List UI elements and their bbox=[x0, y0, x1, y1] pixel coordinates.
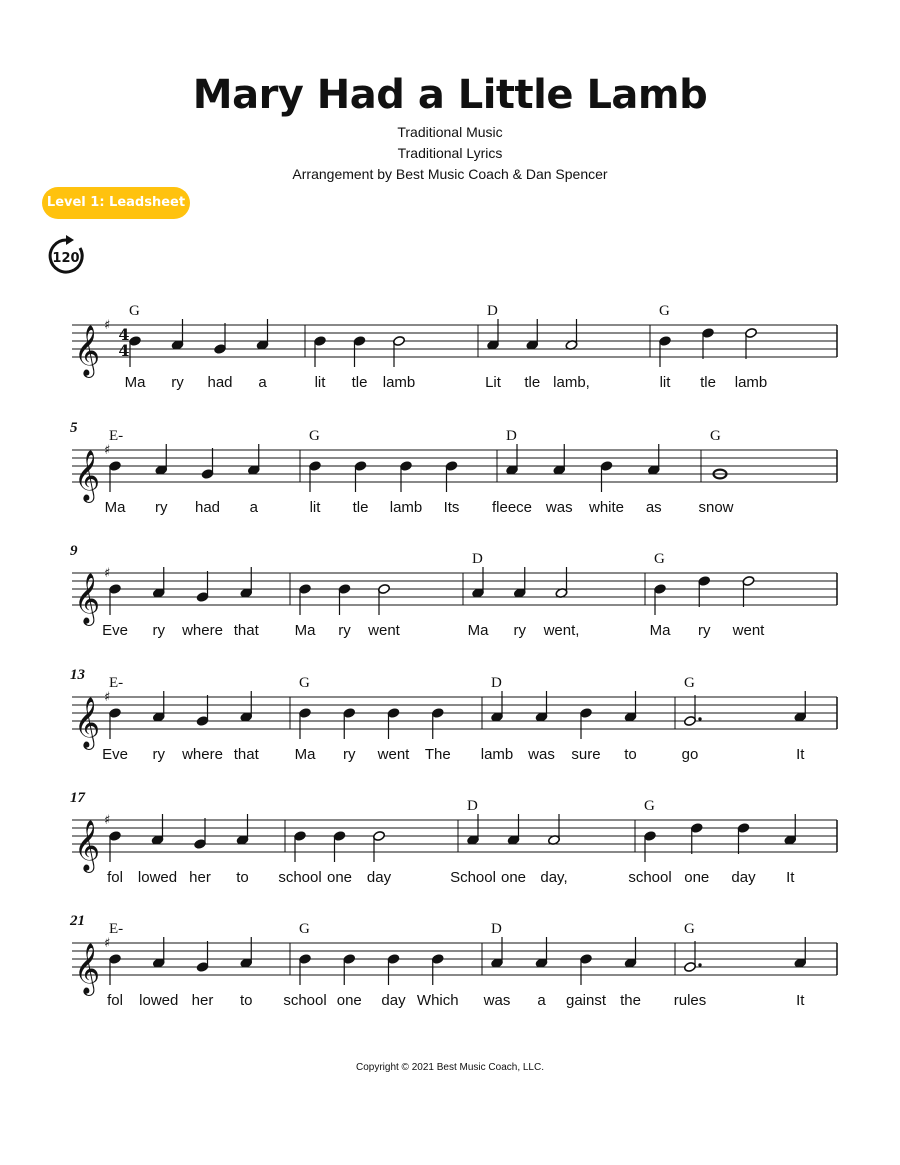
lyric-syllable: sure bbox=[571, 746, 601, 763]
key-signature-sharp: ♯ bbox=[104, 813, 111, 828]
lyric-syllable: had bbox=[207, 374, 233, 391]
lyric-syllable: lamb bbox=[389, 499, 423, 516]
lyric-syllable: lit bbox=[309, 499, 321, 516]
lyric-syllable: rules bbox=[673, 992, 707, 1009]
measure-number: 13 bbox=[70, 667, 85, 683]
measure-number: 5 bbox=[70, 420, 78, 436]
lyric-syllable: lamb bbox=[480, 746, 514, 763]
lyric-syllable: Ma bbox=[104, 499, 126, 516]
lyric-syllable: a bbox=[537, 992, 546, 1009]
staff-system bbox=[69, 913, 837, 1009]
lyric-syllable: school bbox=[278, 869, 322, 886]
chord-symbol: G bbox=[299, 675, 310, 691]
chord-symbol: G bbox=[659, 303, 670, 319]
measure-number: 17 bbox=[70, 790, 85, 806]
staff-system bbox=[72, 303, 837, 391]
lyric-syllable: School bbox=[450, 869, 496, 886]
song-title: Mary Had a Little Lamb bbox=[192, 72, 708, 118]
chord-symbol: D bbox=[467, 798, 478, 814]
key-signature-sharp: ♯ bbox=[104, 443, 111, 458]
lyric-syllable: fol bbox=[107, 992, 123, 1009]
chord-symbol: E- bbox=[109, 921, 124, 937]
lyric-syllable: went bbox=[732, 622, 765, 639]
lyric-syllable: lamb, bbox=[553, 374, 590, 391]
lyric-syllable: fleece bbox=[491, 499, 533, 516]
lyric-syllable: lit bbox=[314, 374, 326, 391]
chord-symbol: D bbox=[491, 921, 502, 937]
lyric-syllable: Ma bbox=[124, 374, 146, 391]
lyric-syllable: It bbox=[796, 992, 805, 1009]
lyric-syllable: ry bbox=[338, 622, 351, 639]
lyric-syllable: was bbox=[528, 746, 555, 763]
lyric-syllable: school bbox=[283, 992, 327, 1009]
key-signature-sharp: ♯ bbox=[104, 690, 111, 705]
lyric-syllable: ry bbox=[155, 499, 168, 516]
chord-symbol: G bbox=[129, 303, 140, 319]
lyric-syllable: Ma bbox=[467, 622, 489, 639]
lyric-syllable: tle bbox=[524, 374, 541, 391]
lyric-syllable: Eve bbox=[102, 622, 128, 639]
staff-system bbox=[70, 667, 837, 763]
lyric-syllable: lamb bbox=[382, 374, 416, 391]
lyric-syllable: day bbox=[731, 869, 756, 886]
lyric-syllable: day bbox=[366, 869, 392, 886]
staff-system bbox=[70, 790, 837, 886]
lyric-syllable: It bbox=[796, 746, 805, 763]
treble-clef: 𝄞 bbox=[74, 450, 101, 501]
tempo-value: 120 bbox=[52, 251, 80, 266]
level-badge: Level 1: Leadsheet bbox=[42, 187, 190, 219]
lyric-syllable: fol bbox=[107, 869, 123, 886]
lyric-syllable: Its bbox=[443, 499, 460, 516]
chord-symbol: D bbox=[487, 303, 498, 319]
lyric-syllable: was bbox=[483, 992, 511, 1009]
lyric-syllable: to bbox=[239, 992, 253, 1009]
lyric-syllable: white bbox=[588, 499, 625, 516]
arrangement-credit: Arrangement by Best Music Coach & Dan Spencer bbox=[292, 166, 608, 182]
music-credit: Traditional Music bbox=[397, 124, 503, 140]
chord-symbol: G bbox=[309, 428, 320, 444]
treble-clef: 𝄞 bbox=[74, 943, 101, 994]
time-signature-bottom: 4 bbox=[118, 341, 130, 360]
lyric-syllable: tle bbox=[700, 374, 716, 391]
lyric-syllable: one bbox=[500, 869, 527, 886]
lyric-syllable: a bbox=[249, 499, 258, 516]
lyric-syllable: Ma bbox=[649, 622, 671, 639]
staff-system bbox=[70, 420, 837, 516]
chord-symbol: G bbox=[684, 921, 695, 937]
lyric-syllable: lamb bbox=[734, 374, 768, 391]
augmentation-dot bbox=[698, 963, 701, 966]
lyric-syllable: go bbox=[681, 746, 699, 763]
lyric-syllable: was bbox=[545, 499, 573, 516]
lyric-syllable: Ma bbox=[294, 746, 316, 763]
chord-symbol: G bbox=[644, 798, 655, 814]
key-signature-sharp: ♯ bbox=[104, 566, 111, 581]
lyrics-credit: Traditional Lyrics bbox=[397, 145, 503, 161]
lyric-syllable: a bbox=[258, 374, 267, 391]
chord-symbol: G bbox=[299, 921, 310, 937]
chord-symbol: D bbox=[506, 428, 517, 444]
lyric-syllable: her bbox=[189, 869, 211, 886]
lyric-syllable: the bbox=[620, 992, 641, 1009]
lyric-syllable: where bbox=[182, 746, 223, 763]
lyric-syllable: snow bbox=[698, 499, 734, 516]
lyric-syllable: ry bbox=[513, 622, 526, 639]
chord-symbol: G bbox=[684, 675, 695, 691]
chord-symbol: G bbox=[710, 428, 721, 444]
lyric-syllable: as bbox=[645, 499, 662, 516]
lyric-syllable: that bbox=[233, 746, 259, 763]
lyric-syllable: school bbox=[628, 869, 672, 886]
lyric-syllable: ry bbox=[171, 374, 184, 391]
lyric-syllable: one bbox=[336, 992, 362, 1009]
key-signature-sharp: ♯ bbox=[104, 936, 111, 951]
lyric-syllable: tle bbox=[352, 499, 369, 516]
measure-number: 21 bbox=[70, 913, 85, 929]
lyric-syllable: lowed bbox=[139, 992, 179, 1009]
key-signature-sharp: ♯ bbox=[104, 318, 111, 333]
lyric-syllable: day bbox=[381, 992, 406, 1009]
lyric-syllable: lowed bbox=[137, 869, 178, 886]
lyric-syllable: Ma bbox=[294, 622, 316, 639]
lyric-syllable: to bbox=[236, 869, 249, 886]
lyric-syllable: Which bbox=[416, 992, 459, 1009]
lyric-syllable: one bbox=[326, 869, 353, 886]
lyric-syllable: ry bbox=[152, 746, 165, 763]
lyric-syllable: lit bbox=[659, 374, 671, 391]
augmentation-dot bbox=[698, 717, 701, 720]
lyric-syllable: ry bbox=[343, 746, 356, 763]
lyric-syllable: It bbox=[786, 869, 795, 886]
treble-clef: 𝄞 bbox=[74, 573, 101, 624]
lyric-syllable: ry bbox=[152, 622, 165, 639]
lyric-syllable: tle bbox=[351, 374, 368, 391]
lyric-syllable: one bbox=[684, 869, 710, 886]
time-signature-top: 4 bbox=[118, 325, 130, 344]
treble-clef: 𝄞 bbox=[74, 820, 101, 871]
lyric-syllable: went bbox=[368, 622, 400, 639]
lyric-syllable: went, bbox=[543, 622, 580, 639]
lyric-syllable: day, bbox=[540, 869, 568, 886]
lyric-syllable: The bbox=[424, 746, 451, 763]
chord-symbol: D bbox=[472, 551, 483, 567]
chord-symbol: G bbox=[654, 551, 665, 567]
lyric-syllable: Lit bbox=[485, 374, 501, 391]
chord-symbol: E- bbox=[109, 675, 124, 691]
lyric-syllable: went bbox=[377, 746, 410, 763]
lyric-syllable: ry bbox=[698, 622, 711, 639]
chord-symbol: E- bbox=[109, 428, 124, 444]
lyric-syllable: her bbox=[191, 992, 214, 1009]
treble-clef: 𝄞 bbox=[74, 697, 101, 748]
chord-symbol: D bbox=[491, 675, 502, 691]
measure-number: 9 bbox=[70, 543, 78, 559]
lyric-syllable: where bbox=[182, 622, 223, 639]
lyric-syllable: gainst bbox=[565, 992, 607, 1009]
lyric-syllable: Eve bbox=[102, 746, 128, 763]
lyric-syllable: had bbox=[194, 499, 221, 516]
lyric-syllable: that bbox=[233, 622, 259, 639]
copyright: Copyright © 2021 Best Music Coach, LLC. bbox=[355, 1062, 544, 1073]
lyric-syllable: to bbox=[624, 746, 637, 763]
staff-system bbox=[70, 543, 837, 639]
treble-clef: 𝄞 bbox=[74, 325, 101, 376]
